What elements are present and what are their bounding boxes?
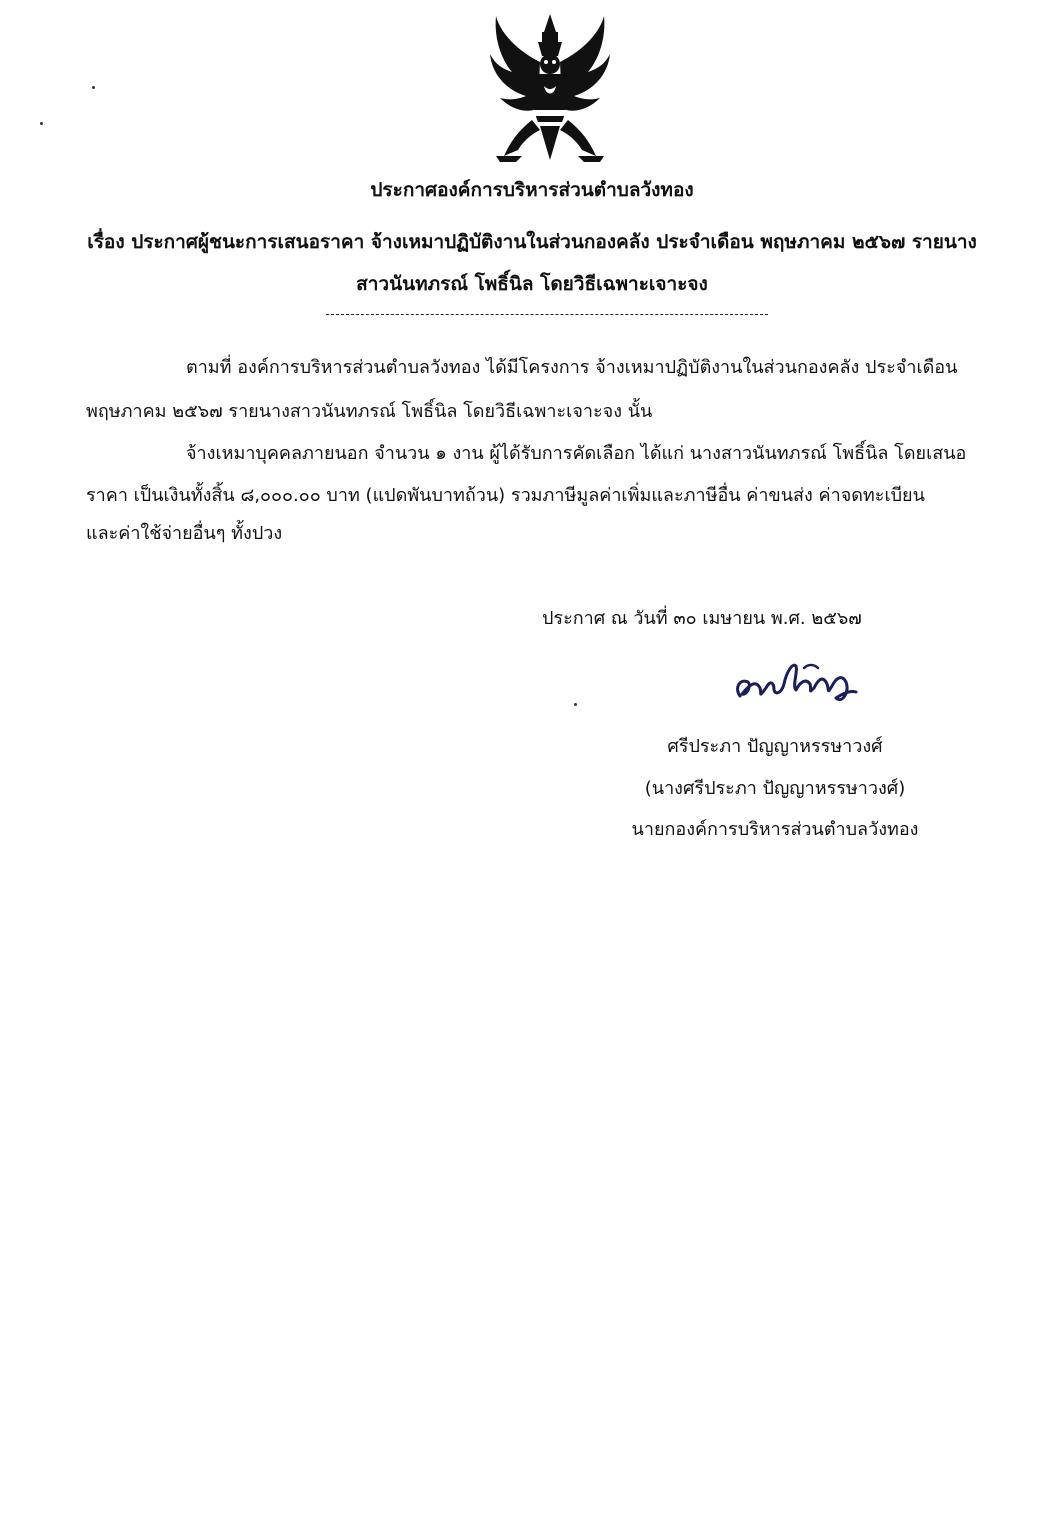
document-subject-line-2: สาวนันทภรณ์ โพธิ์นิล โดยวิธีเฉพาะเจาะจง bbox=[356, 273, 708, 295]
signer-name: ศรีประภา ปัญญาหรรษาวงศ์ bbox=[667, 736, 883, 757]
paragraph-1-line-1: ตามที่ องค์การบริหารส่วนตำบลวังทอง ได้มีโครงการ จ้างเหมาปฏิบัติงานในส่วนกองคลัง ประจำเดือน bbox=[186, 357, 958, 378]
paragraph-2-line-2: ราคา เป็นเงินทั้งสิ้น ๘,๐๐๐.๐๐ บาท (แปดพันบาทถ้วน) รวมภาษีมูลค่าเพิ่มและภาษีอื่น ค่าขนส่ง ค่าจดทะเบียน bbox=[86, 485, 925, 506]
garuda-emblem-icon bbox=[486, 10, 614, 166]
heading-divider bbox=[326, 314, 768, 315]
signer-position: นายกองค์การบริหารส่วนตำบลวังทอง bbox=[631, 819, 919, 840]
scan-speck bbox=[574, 703, 577, 706]
scan-speck bbox=[40, 122, 43, 125]
signer-full-name: (นางศรีประภา ปัญญาหรรษาวงศ์) bbox=[644, 778, 906, 799]
document-title: ประกาศองค์การบริหารส่วนตำบลวังทอง bbox=[370, 179, 694, 201]
scan-speck bbox=[92, 86, 95, 89]
handwritten-signature bbox=[726, 652, 876, 714]
announcement-date: ประกาศ ณ วันที่ ๓๐ เมษายน พ.ศ. ๒๕๖๗ bbox=[542, 608, 862, 629]
paragraph-1-line-2: พฤษภาคม ๒๕๖๗ รายนางสาวนันทภรณ์ โพธิ์นิล โดยวิธีเฉพาะเจาะจง นั้น bbox=[86, 401, 653, 422]
paragraph-2-line-1: จ้างเหมาบุคคลภายนอก จำนวน ๑ งาน ผู้ได้รับการคัดเลือก ได้แก่ นางสาวนันทภรณ์ โพธิ์นิล โดยเสนอ bbox=[186, 443, 967, 464]
paragraph-2-line-3: และค่าใช้จ่ายอื่นๆ ทั้งปวง bbox=[86, 523, 283, 544]
document-subject-line-1: เรื่อง ประกาศผู้ชนะการเสนอราคา จ้างเหมาปฏิบัติงานในส่วนกองคลัง ประจำเดือน พฤษภาคม ๒๕๖๗ รายนาง bbox=[87, 231, 977, 253]
